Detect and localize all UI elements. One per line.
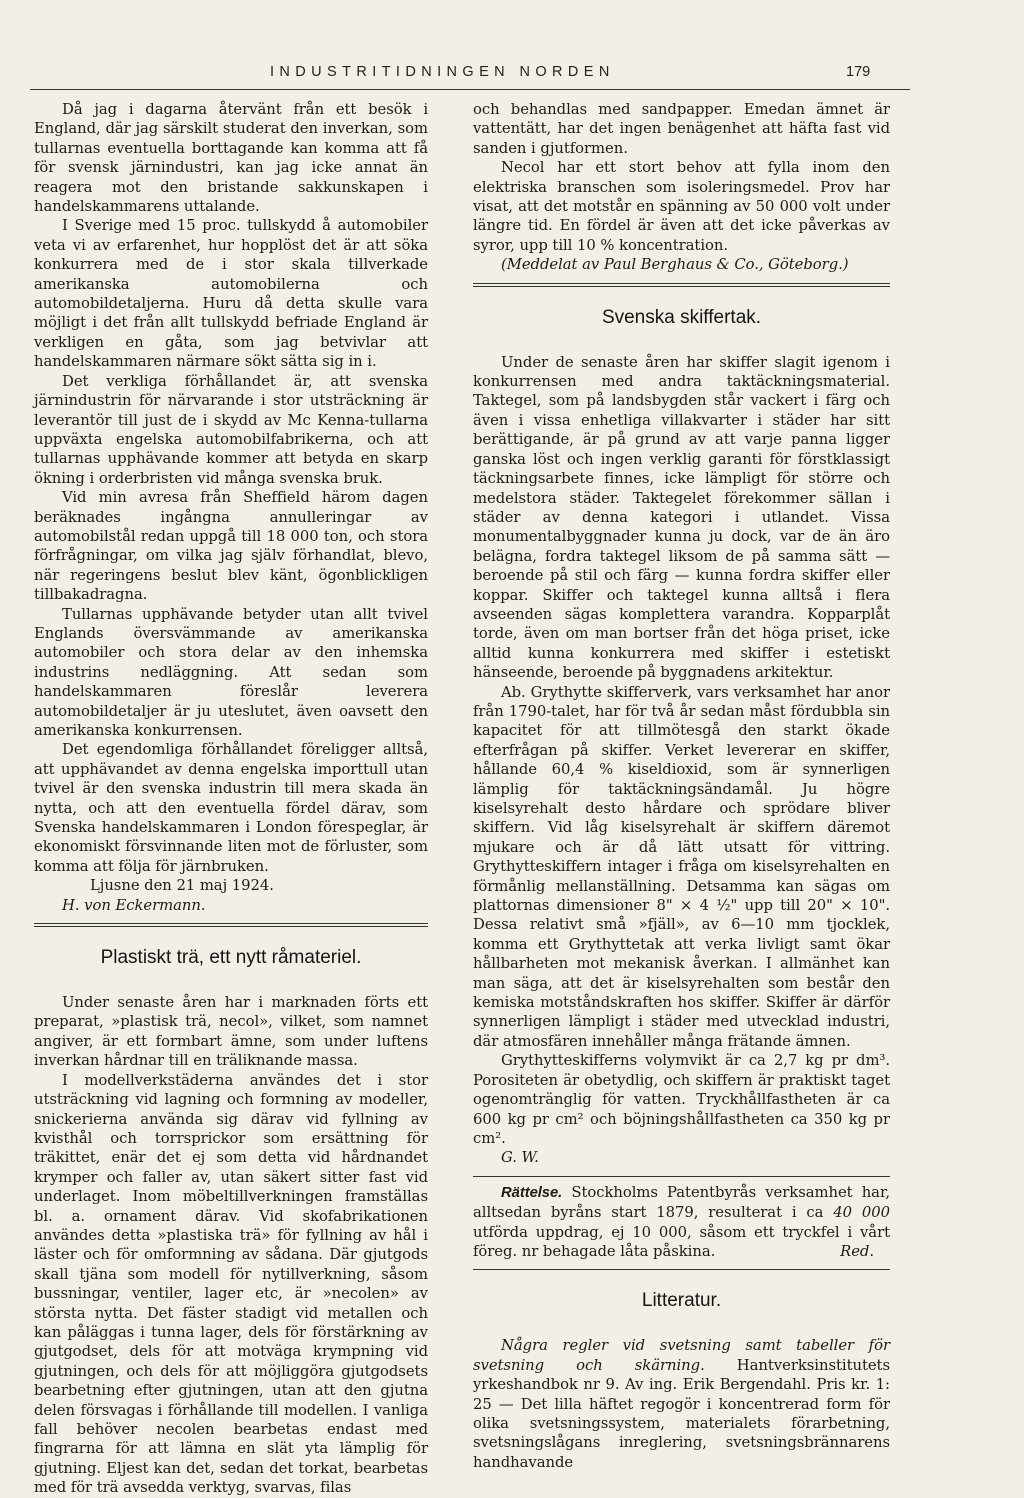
- paragraph: Under senaste åren har i marknaden förts ett preparat, »plastisk trä, necol», vilket, som namnet angiver, är ett formbart ämne, som under luftens inverkan hårdnar till en träliknande massa.: [34, 994, 428, 1070]
- correction-number: 40 000: [833, 1204, 890, 1222]
- review-text: Hantverksinstitutets yrkeshandbok nr 9. Av ing. Erik Bergendahl. Pris kr. 1: 25 — Det lilla häftet regogör i koncentrerad form för olika svetsningssystem, materialets förarbetning, svetsningslågans inreglering, svetsningsbrännarens handhavande: [473, 1356, 891, 1471]
- article-plastiskt-tra: [34, 947, 428, 1498]
- author-signature: H. von Eckermann.: [62, 896, 206, 914]
- paragraph: Det verkliga förhållandet är, att svenska järnindustrin för närvarande i stor utsträckning är leverantör till just de i skydd av Mc Kenna-tullarna uppväxta engelska automobilfabrikerna, och att tullarnas upphävande kommer att betyda en skarp ökning i orderbristen vid många svenska bruk.: [34, 372, 428, 487]
- article-heading: Svenska skiffertak.: [601, 306, 762, 328]
- article-skiffertak: [473, 307, 890, 1168]
- review-paragraph: [473, 1336, 890, 1472]
- section-divider: [473, 1176, 890, 1177]
- correction-label: Rättelse.: [501, 1184, 563, 1201]
- article-litteratur: [473, 1290, 890, 1472]
- paragraph: Necol har ett stort behov att fylla inom den elektriska branschen som isoleringsmedel. Prov har visat, att det motstår en spänning av 50 000 volt under längre tid. En fördel är även att det icke påverkas av syror, upp till 10 % koncentration.: [473, 159, 890, 254]
- header-rule: [30, 89, 910, 90]
- correction-paragraph: [473, 1183, 890, 1262]
- source-credit: (Meddelat av Paul Berghaus & Co., Göteborg.): [501, 256, 849, 274]
- article-plastiskt-tra-continued: [473, 100, 890, 275]
- paragraph: Då jag i dagarna återvänt från ett besök i England, där jag särskilt studerat den inverkan, som tullarnas eventuella borttagande kan komma att få för svensk järnindustri, kan jag icke annat än reagera mot den bristande sakkunskapen i handelskammarens uttalande.: [34, 101, 428, 216]
- paragraph: I modellverkstäderna användes det i stor utsträckning vid lagning och formning av modeller, snickerierna använda sig därav vid fyllning av kvisthål och torrsprickor som ersättning för träkittet, enär det ej som detta vid hårdnandet krymper och faller av, utan säkert sitter fast vid underlaget. Inom möbeltillverkningen framställas bl. a. ornament därav. Vid skofabrikationen användes detta »plastiska trä» för fyllning av hål i läster och för omformning av sådana. Där gjutgods skall tjäna som modell för nytillverkning, såsom bussningar, ventiler, lager etc, är »necolen» av största nytta. Det fäster stadigt vid metallen och kan påläggas i tunna lager, dels för förstärkning av gjutgodset, dels för att motväga krympning vid gjutningen, och dels för att möjliggöra gjutgodsets bearbetning efter gjutningen, utan att den gjutna delen försvagas i förhållande till modellen. I vanliga fall behöver necolen bearbetas endast med fingrarna för att lämna en slät yta lämplig för gjutning. Eljest kan det, sedan det torkat, bearbetas med för trä avsedda verktyg, svarvas, filas: [34, 1071, 428, 1497]
- page-number: 179: [846, 64, 871, 80]
- correction-text-a: Stockholms Patentbyrås verksamhet har, alltsedan byråns start 1879, resulterat i ca: [473, 1183, 891, 1222]
- section-divider: [473, 1269, 890, 1270]
- paragraph: Ab. Grythytte skifferverk, vars verksamhet har anor från 1790-talet, har för två år sedan måst fördubbla sin kapacitet för att tillmötesgå den starkt ökade efterfrågan på skiffer. Verket levererar en skiffer, hållande 60,4 % kiseldioxid, som är synnerligen lämplig för taktäckningsändamål. Ju högre kiselsyrehalt desto hårdare och sprödare bliver skiffern. Vid låg kiselsyrehalt är skiffern däremot mjukare och är då lätt utsatt för vittring. Grythytteskiffern intager i fråga om kiselsyrehalten en förmånlig mellanställning. Detsamma kan sägas om plattornas dimensioner 8" × 4 ½" upp till 20" × 10". Dessa relativt små »fjäll», av 6—10 mm tjocklek, komma ett Grythyttetak att verka livligt samt ökar hållbarheten mot mekanisk åverkan. I allmänhet kan man säga, att det är kiselsyrehalten som består den kemiska motståndskraften hos skiffer. Skiffer är därför synnerligen lämpligt i städer med utvecklad industri, där atmosfären innehåller många frätande ämnen.: [473, 683, 890, 1050]
- section-divider: [34, 923, 428, 927]
- paragraph: Grythytteskifferns volymvikt är ca 2,7 kg pr dm³. Porositeten är obetydlig, och skiffern är praktiskt taget ogenomtränglig för vatten. Tryckhållfastheten är ca 600 kg pr cm² och böjningshållfastheten ca 350 kg pr cm².: [473, 1052, 890, 1147]
- left-column: [34, 100, 428, 1498]
- paragraph: Tullarnas upphävande betyder utan allt tvivel Englands översvämmande av amerikanska automobiler och stora delar av den inhemska industrins nedläggning. Att sedan som handelskammaren föreslår leverera automobildetaljer är ju uteslutet, även oavsett den amerikanska konkurrensen.: [34, 605, 428, 739]
- correction-text-b: utförda uppdrag, ej 10 000, såsom ett tryckfel i vårt föreg. nr behagade låta påskina.: [473, 1223, 890, 1260]
- author-signature: G. W.: [501, 1149, 539, 1167]
- paragraph: Vid min avresa från Sheffield härom dagen beräknades ingångna annulleringar av automobilstål redan uppgå till 18 000 ton, och stora förfrågningar, om vilka jag själv förhandlat, blevo, när regeringens beslut blev känt, ögonblickligen tillbakadragna.: [34, 489, 428, 604]
- section-divider: [473, 283, 890, 287]
- right-column: [473, 100, 890, 1472]
- paragraph: Det egendomliga förhållandet föreligger alltså, att upphävandet av denna engelska importtull utan tvivel är den svenska industrin till mera skada än nytta, och att den eventuella fördel därav, som Svenska handelskammaren i London förespeglar, är ekonomiskt försvinnande liten mot de förluster, som komma att följa för järnbruken.: [34, 741, 428, 875]
- place-date: Ljusne den 21 maj 1924.: [90, 877, 274, 895]
- article-eckermann: [34, 100, 428, 915]
- correction-notice: [473, 1183, 890, 1262]
- paragraph: I Sverige med 15 proc. tullskydd å automobiler veta vi av erfarenhet, hur hopplöst det är att söka konkurrera med de i stor skala tillverkade amerikanska automobilerna och automobildetaljerna. Huru då detta skulle vara möjligt i det från allt tullskydd befriade England är verkligen en gåta, som jag betvivlar att handelskammaren närmare sökt sätta sig in i.: [34, 217, 428, 371]
- book-title: Några regler vid svetsning samt tabeller för svetsning och skärning.: [473, 1337, 890, 1374]
- article-heading: Plastiskt trä, ett nytt råmateriel.: [100, 947, 362, 969]
- running-title: INDUSTRITIDNINGEN NORDEN: [270, 64, 615, 80]
- paragraph: och behandlas med sandpapper. Emedan ämnet är vattentätt, har det ingen benägenhet att häfta fast vid sanden i gjutformen.: [473, 101, 890, 157]
- correction-signature: Red.: [840, 1242, 874, 1260]
- paragraph: Under de senaste åren har skiffer slagit igenom i konkurrensen med andra taktäckningsmaterial. Taktegel, som på landsbygden står vackert i färg och även i vissa enhetliga villakvarter i städer har sitt berättigande, är på grund av att varje panna ligger ganska löst och ingen verklig garanti för förstklassigt täckningsarbete finnes, icke lämpligt för större och medelstora städer. Taktegelet förekommer sällan i städer av denna kategori i utlandet. Vissa monumentalbyggnader kunna ju dock, var de än äro belägna, fordra taktegel liksom de på samma sätt — beroende på stil och färg — kunna fordra skiffer eller koppar. Skiffer och taktegel kunna alltså i flera avseenden sägas komplettera varandra. Kopparplåt torde, även om man bortser från det höga priset, icke alltid kunna konkurrera med skiffer i estetiskt hänseende, beroende på byggnadens arkitektur.: [473, 353, 890, 682]
- article-heading: Litteratur.: [641, 1290, 722, 1312]
